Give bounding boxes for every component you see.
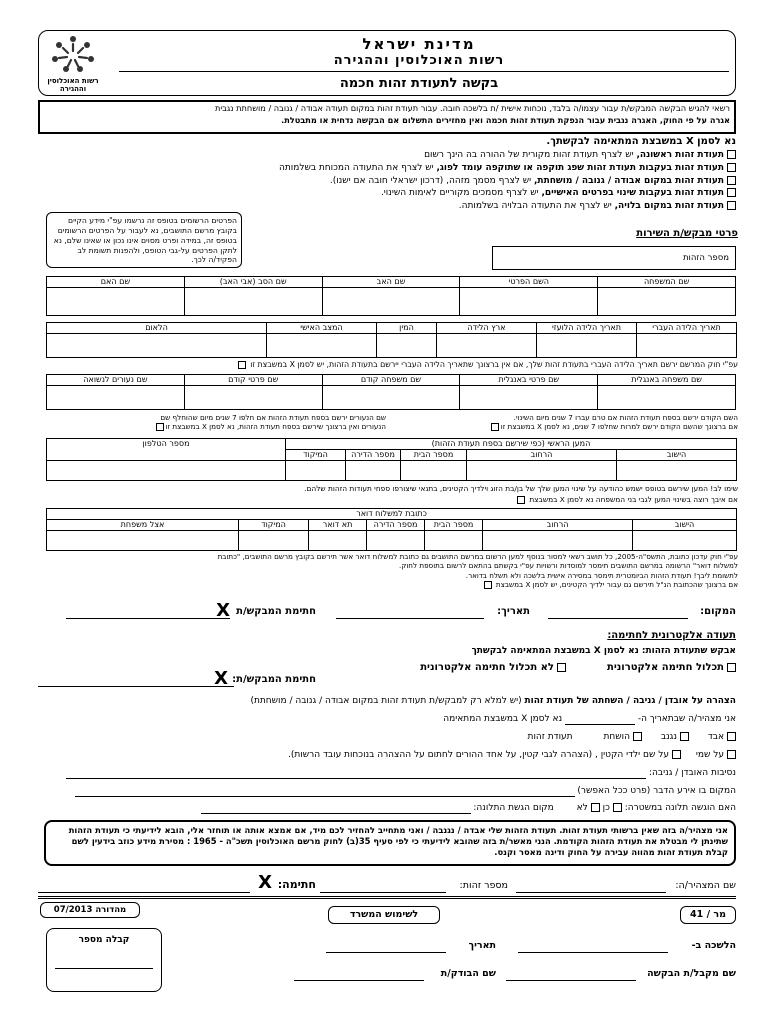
maiden-checkbox[interactable] — [156, 423, 164, 431]
m-zip-input[interactable] — [239, 531, 309, 551]
option-label: תעודת זהות ראשונה, — [636, 150, 724, 160]
declare-date-row — [443, 714, 736, 725]
applicant-section-title: פרטי מבקש/ת השירות — [636, 228, 738, 239]
col-gender: המין — [377, 323, 437, 334]
circumstances-row — [38, 768, 736, 779]
phone-input[interactable] — [47, 461, 286, 481]
logo-text-2: וההגירה — [59, 85, 87, 94]
declaration-title-note: (יש למלא רק למבקש/ת תעודת זהות במקום אבודה / גנובה / מושחתת) — [250, 696, 522, 706]
declarant-sig-label: חתימה: — [277, 878, 316, 891]
option-expired-id[interactable] — [46, 163, 736, 174]
maiden-note-1: שם הנעורים ירשם בספח תעודת הזהות אם חלפו 7 שנים מיום שהוחלף שם — [160, 413, 386, 422]
mailing-header: כתובת למשלוח דואר — [47, 509, 737, 520]
declarant-row — [38, 872, 736, 894]
kids-label: על שם ילדי הקטין , — [594, 750, 669, 760]
declarant-name-input[interactable] — [516, 892, 666, 893]
option-lost-id[interactable] — [46, 176, 736, 187]
col-prev-lastname: שם משפחה קודם — [322, 375, 460, 386]
mailing-law-text — [32, 552, 738, 589]
col-marital: המצב האישי — [267, 323, 377, 334]
address-table — [46, 438, 737, 481]
option-label: תעודת זהות במקום אבודה / גנובה / מושחתת, — [534, 175, 724, 186]
option-desc: יש לצרף את התעודה המכוחת בשלמותה — [278, 162, 437, 173]
form-title: בקשה לתעודת זהות חכמה — [339, 76, 499, 91]
prev-name-checkbox[interactable] — [491, 423, 499, 431]
lost-label: אבד — [707, 732, 724, 742]
family-address-checkbox[interactable] — [517, 496, 525, 504]
declarant-x-mark: X — [258, 872, 272, 893]
checkbox[interactable] — [557, 663, 566, 672]
m-house-input[interactable] — [425, 531, 483, 551]
apt-input[interactable] — [346, 461, 401, 481]
father-input[interactable] — [322, 288, 460, 316]
declarant-id-input[interactable] — [320, 892, 446, 893]
mother-input[interactable] — [47, 288, 185, 316]
declaration-warning-box: אני מצהיר/ה בזה שאין ברשותי תעודת זהות. תעודת הזהות שלי אבדה / נגנבה / ואני מתחייב להחזיר לכם מיד, אם אמצא אותה או תוחזר אלי, הובא לידיעתי כי תעודת הזהות שתינתן לי מבטלת את תעודת הזהות הקודמת. הנני מאשר/ת בזה שהובא לידיעתי כי לפי סעיף 35(ב) לחוק מרשם האוכלוסין תשכ"ה - 1965 : מסירת מידע כוזב בידעין לשם קבלת תעודת זהות מהווה עבירה על החוק ודינה מאסר וקנס. — [44, 820, 736, 866]
lost-checkbox[interactable] — [727, 732, 736, 741]
checkbox[interactable] — [727, 201, 736, 210]
police-no-checkbox[interactable] — [591, 803, 600, 812]
intro-line-2: אגרה על פי החוק, האגרה נגבית עבור הנפקת תעודת זהות חכמה ואין מחזירים התשלום אם הבקשה נדחית או מתבטלת. — [281, 114, 730, 125]
col-firstname-en: שם פרטי באנגלית — [460, 375, 598, 386]
address-note-2 — [515, 496, 738, 505]
esig-title: תעודה אלקטרונית לחתימה: — [607, 630, 736, 641]
col-m-care-of: אצל משפחת — [47, 520, 239, 531]
col-lastname-en: שם משפחה באנגלית — [598, 375, 736, 386]
option-label: תעודת זהות בעקבות שינוי בפרטים האישיים, — [541, 188, 724, 199]
authority-name: רשות האוכלוסין וההגירה — [333, 53, 505, 68]
address-header: המען הראשי (כפי שירשם בספח תעודת הזהות) — [286, 439, 737, 450]
checkbox[interactable] — [727, 663, 736, 672]
m-apt-input[interactable] — [367, 531, 425, 551]
col-firstname: השם הפרטי — [460, 277, 598, 288]
maiden-name-note — [46, 413, 386, 431]
esig-exclude-option[interactable] — [420, 662, 566, 674]
office-divider — [38, 896, 736, 899]
col-father: שם האב — [322, 277, 460, 288]
marital-input[interactable] — [267, 334, 377, 358]
esig-signature-input[interactable] — [38, 686, 234, 687]
prev-name-note — [408, 413, 738, 431]
checkbox[interactable] — [727, 163, 736, 172]
checkbox[interactable] — [727, 188, 736, 197]
birth-table — [46, 322, 737, 358]
option-first-id[interactable] — [46, 150, 736, 161]
firstname-input[interactable] — [460, 288, 598, 316]
lastname-en-input[interactable] — [598, 386, 736, 410]
hebrew-date-note — [236, 360, 738, 369]
id-number-label: מספר הזהות — [682, 253, 729, 263]
esig-x-mark: X — [214, 668, 228, 689]
col-city: הישוב — [617, 450, 737, 461]
col-apt: מספר הדירה — [346, 450, 401, 461]
kids-checkbox[interactable] — [672, 750, 681, 759]
receiver-input[interactable] — [506, 980, 636, 981]
police-station-input[interactable] — [201, 813, 471, 814]
esig-signature-label: חתימת המבקש/ת: — [232, 674, 316, 685]
declarant-id-label: מספר זהות: — [459, 880, 508, 891]
birth-country-input[interactable] — [437, 334, 537, 358]
hebrew-dob-input[interactable] — [637, 334, 737, 358]
declare-status-row — [528, 732, 736, 743]
options-instruction: נא לסמן X במשבצת המתאימה לבקשתך. — [546, 136, 736, 147]
hebrew-date-optout-checkbox[interactable] — [238, 361, 246, 369]
mine-checkbox[interactable] — [727, 750, 736, 759]
m-pobox-input[interactable] — [309, 531, 367, 551]
col-m-house: מספר הבית — [425, 520, 483, 531]
col-prev-firstname: שם פרטי קודם — [184, 375, 322, 386]
mailing-law-3: לתשומת ליבך! תעודת הזהות הביומטרית תימסר במסירה אישית בלשכה ולא תשלח בדואר. — [465, 570, 738, 580]
option-desc: יש לצרף את התעודה הבלויה בשלמותה. — [458, 201, 615, 212]
col-m-apt: מספר הדירה — [367, 520, 425, 531]
col-m-zip: המיקוד — [239, 520, 309, 531]
col-dob: תאריך הלידה הלועזי — [537, 323, 637, 334]
option-desc: יש לצרף מסמך מזהה, (דרכון ישראלי חובה אם ישנו). — [329, 175, 535, 186]
logo — [47, 35, 99, 93]
gender-input[interactable] — [377, 334, 437, 358]
declarant-name-label: שם המצהיר/ה: — [675, 880, 736, 891]
option-desc: יש לצרף מסמכים מקוריים לאימות השינוי. — [380, 188, 542, 199]
option-details-change[interactable] — [46, 188, 736, 199]
street-input[interactable] — [467, 461, 617, 481]
declarant-sig-input[interactable] — [38, 892, 250, 893]
declare-date-input[interactable] — [565, 724, 635, 725]
receipt-label: קבלה מספר — [78, 935, 130, 945]
names-table — [46, 276, 736, 316]
declare-label: אני מצהיר/ה שבתאריך ה- — [637, 714, 736, 724]
hebrew-date-note-text: עפ"י חוק המרשם ירשם תאריך הלידה העברי בתעודת זהות שלך, אם אין ברצונך שתאריך הלידה העברי יירשם בתעודת הזהות, יש לסמן X במשבצת זו — [250, 360, 738, 369]
firstname-en-input[interactable] — [460, 386, 598, 410]
circumstances-label: נסיבות האובדן / גניבה: — [649, 768, 736, 778]
grandfather-input[interactable] — [184, 288, 322, 316]
edition-box: מהדורה 07/2013 — [40, 902, 140, 918]
office-date-input[interactable] — [326, 952, 446, 953]
m-care-of-input[interactable] — [47, 531, 239, 551]
col-nationality: הלאום — [47, 323, 267, 334]
police-row — [201, 803, 737, 814]
damaged-checkbox[interactable] — [633, 732, 642, 741]
checker-input[interactable] — [294, 980, 424, 981]
esig-line — [472, 646, 736, 657]
lastname-input[interactable] — [598, 288, 736, 316]
declare-mark-hint: נא לסמן X במשבצת המתאימה — [443, 714, 563, 724]
col-grandfather: שם הסב (אבי האב) — [184, 277, 322, 288]
logo-text-1: רשות האוכלוסין — [47, 76, 99, 85]
names-english-table — [46, 374, 736, 410]
prev-name-note-2: אם ברצונך שהשם הקודם ירשם למרות שחלפו 7 שנים, נא לסמן X במשבצת זו — [500, 422, 738, 431]
circumstances-input[interactable] — [66, 778, 646, 779]
col-house: מספר הבית — [401, 450, 467, 461]
office-row-2 — [38, 962, 736, 984]
checkbox[interactable] — [727, 150, 736, 159]
kids-note: (הצהרה לגבי קטין, על אחד ההורים לחתום על ההצהרה בנוכחות עובד הרשות). — [288, 750, 593, 760]
col-hebrew-dob: תאריך הלידה העברי — [637, 323, 737, 334]
col-zip: המיקוד — [286, 450, 346, 461]
dob-input[interactable] — [537, 334, 637, 358]
police-yes-label: כן — [602, 803, 610, 813]
zip-input[interactable] — [286, 461, 346, 481]
city-input[interactable] — [617, 461, 737, 481]
office-use-box: לשימוש המשרד — [328, 906, 440, 924]
m-city-input[interactable] — [633, 531, 737, 551]
date-input[interactable] — [336, 618, 484, 619]
form-number-box: מר / 41 — [680, 906, 736, 924]
checker-label: שם הבודק/ת — [440, 968, 496, 979]
office-date-label: תאריך — [468, 940, 496, 951]
col-m-city: הישוב — [633, 520, 737, 531]
incident-place-label: המקום בו אירע הדבר (פרט ככל האפשר) — [577, 786, 736, 796]
intro-box — [38, 100, 736, 134]
stolen-label: נגנב — [660, 732, 677, 742]
mailing-law-2: למשלוח דואר" הרשומה במרשם התושבים תימסר למוסדות ורשויות עפ"י בקשתם בהתאם לרשום בתוספת לחוק. — [398, 561, 738, 571]
mine-label: על שמי — [695, 750, 724, 760]
prev-firstname-input[interactable] — [184, 386, 322, 410]
header-divider — [119, 71, 729, 72]
note-box: הפרטים הרשומים בטופס זה נרשמו עפ"י מידע הקיים בקובץ מרשם התושבים, נא לעבור על הפרטים הרשומים בטופס זה, במידה ופרט מסוים אינו נכון או שאינו שלם, נא לתקן הפרטים על-גבי הטופס, ולהפנות תשומת לב הפקיד/ה לכך. — [46, 212, 242, 268]
state-name: מדינת ישראל — [362, 35, 476, 53]
police-yes-checkbox[interactable] — [613, 803, 622, 812]
police-station-label: מקום הגשת התלונה: — [473, 803, 554, 813]
date-label: תאריך: — [497, 606, 530, 617]
police-label: האם הוגשה תלונה במשטרה: — [624, 803, 736, 813]
option-desc: יש לצרף תעודת זהות מקורית של ההורה בה הינך רשום — [424, 150, 637, 160]
option-label: תעודת זהות בעקבות תעודת זהות שפג תוקפה או שתוקפה עומד לפוג, — [436, 162, 724, 173]
m-street-input[interactable] — [483, 531, 633, 551]
idcard-label: תעודת זהות — [527, 732, 573, 742]
prev-name-note-1: השם הקודם ירשם בספח תעודת הזהות אם טרם עברו 7 שנים מיום השינוי. — [513, 413, 738, 422]
police-no-label: לא — [576, 803, 588, 813]
col-m-street: הרחוב — [483, 520, 633, 531]
option-label: תעודת זהות במקום בלויה, — [614, 201, 724, 212]
declaration-section — [38, 696, 736, 816]
incident-place-input[interactable] — [75, 796, 575, 797]
receiver-label: שם מקבל/ת הבקשה — [647, 968, 736, 979]
place-input[interactable] — [548, 618, 688, 619]
maiden-input[interactable] — [47, 386, 185, 410]
esig-exclude-label: לא תכלול חתימה אלקטרונית — [420, 662, 554, 673]
nationality-input[interactable] — [47, 334, 267, 358]
col-m-pobox: תא דואר — [309, 520, 367, 531]
id-number-field[interactable] — [492, 246, 736, 270]
house-input[interactable] — [401, 461, 467, 481]
col-mother: שם האם — [47, 277, 185, 288]
col-lastname: שם המשפחה — [598, 277, 736, 288]
phone-label: מספר הטלפון — [47, 439, 286, 461]
option-worn-id[interactable] — [46, 201, 736, 212]
esig-line-text: אבקש שתעודת הזהות: נא לסמן X במשבצת המתאימה לבקשתך — [471, 646, 736, 656]
stolen-checkbox[interactable] — [680, 732, 689, 741]
place-label: המקום: — [700, 606, 736, 617]
kids-mailing-checkbox[interactable] — [484, 581, 492, 589]
bureau-label: הלשכה ב- — [691, 940, 736, 951]
checkbox[interactable] — [727, 176, 736, 185]
applicant-signature-input[interactable] — [66, 618, 230, 619]
prev-lastname-input[interactable] — [322, 386, 460, 410]
col-street: הרחוב — [467, 450, 617, 461]
esig-include-option[interactable] — [607, 662, 736, 674]
maiden-note-2: הנעורים ואין ברצונך שירשם בספח תעודת הזהות, נא לסמן X במשבצת זו — [165, 422, 386, 431]
request-type-options — [46, 136, 736, 212]
applicant-signature-label: חתימת המבקש/ת — [236, 606, 316, 617]
signature-row-1 — [38, 600, 736, 622]
intro-line-1: רשאי להגיש הבקשה המבקש/ת עבור עצמו/ה בלבד, נוכחות אישית /ת בלשכה חובה. עבור תעודת זהות במקום תעודה אבודה / גנובה / מושחתת נגבית — [214, 103, 730, 113]
declare-owner-row — [288, 750, 736, 761]
address-note-1: שימו לב! המען שירשם בטופס ישמש כהודעה על שינוי המען שלך של בן/בת הזוג וילדיך הקטינים, בתנאי שיצורפו ספחי תעודות הזהות שלהם. — [304, 484, 738, 493]
population-authority-logo-icon — [47, 35, 99, 73]
mailing-law-4: אם ברצונך שהכתובת הנ"ל תירשם גם עבור ילדיך הקטינים, יש לסמן X במשבצת — [495, 580, 738, 590]
col-maiden: שם נעורים לנשואה — [47, 375, 185, 386]
esig-include-label: תכלול חתימה אלקטרונית — [607, 662, 724, 673]
signature-x-mark: X — [216, 600, 230, 621]
mailing-table — [46, 508, 737, 551]
esig-section — [38, 630, 736, 692]
declaration-title-row — [250, 696, 736, 707]
bureau-input[interactable] — [518, 952, 668, 953]
mailing-law-1: עפ"י חוק עדכון כתובת, התשס"ה-2005, כל תושב רשאי למסור בנוסף למען הרשום במרשם התושבים גם כתובת למשלוח דואר אשר תירשם בקובץ מרשם התושבים, "כתובת — [217, 552, 738, 561]
incident-place-row — [38, 786, 736, 797]
address-note-2-text: אם איבך רוצה בשינוי המען לגבי בני המשפחה נא לסמן X במשבצת — [529, 495, 738, 504]
col-birth-country: ארץ הלידה — [437, 323, 537, 334]
damaged-label: הושחת — [603, 732, 630, 742]
form-header — [38, 30, 736, 96]
declaration-title: הצהרה על אובדן / גניבה / השחתה של תעודת זהות — [524, 696, 736, 706]
